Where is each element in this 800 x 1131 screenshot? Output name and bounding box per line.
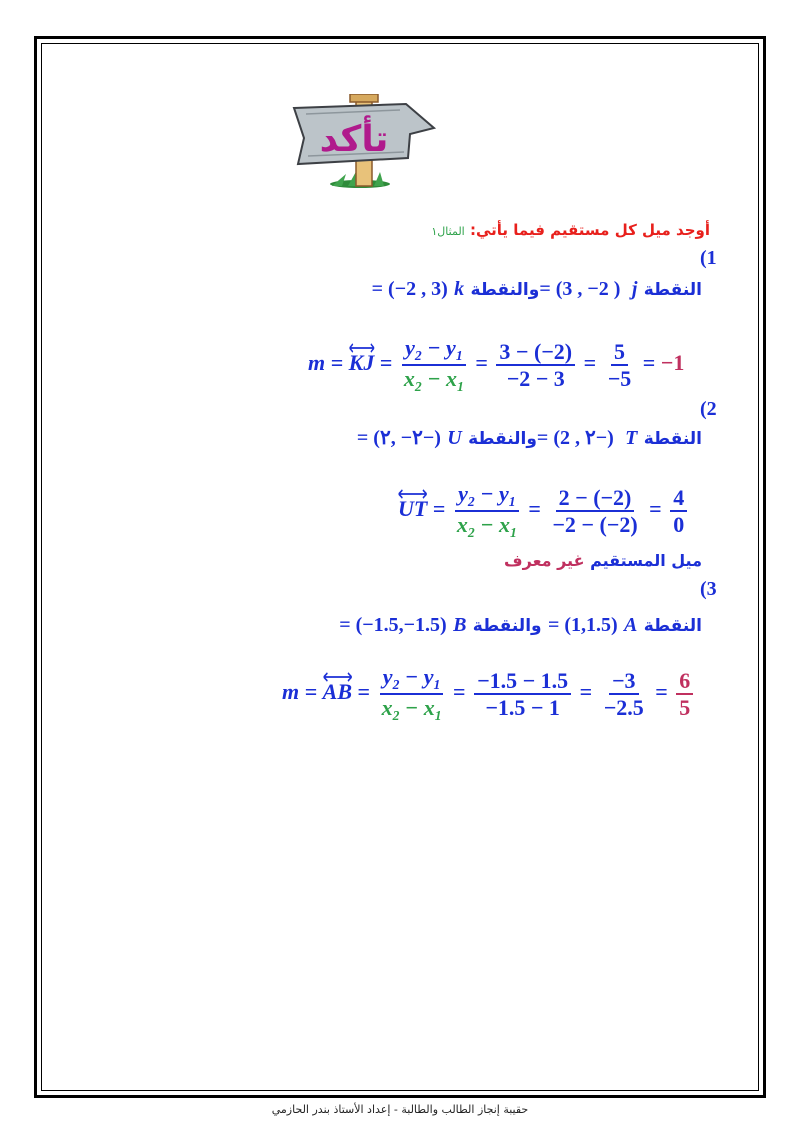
page-footer: حقيبة إنجاز الطالب والطالبة - إعداد الأستاذ بندر الحازمي (271, 1103, 529, 1116)
substituted-denominator: −2 − (−2) (552, 512, 638, 538)
slope-formula-denominator: $x_2 - x_1$ (381, 695, 442, 723)
problem-1-solution (308, 336, 684, 394)
point-k-coords: = (−2 , 3) (371, 278, 448, 300)
slope-formula-denominator: $x_2 - x_1$ (456, 512, 517, 540)
simplified-fraction (605, 340, 635, 390)
point-u-name: U (447, 427, 462, 449)
and-point-word: والنقطة (472, 616, 542, 636)
simplified-fraction (601, 669, 647, 719)
point-word: النقطة (643, 429, 702, 449)
result-numerator: 6 (676, 669, 693, 695)
substituted-fraction (549, 486, 640, 536)
substituted-numerator: 2 − (−2) (556, 486, 635, 512)
example-ref: المثال١ (431, 225, 465, 238)
slope-formula (401, 336, 467, 394)
line-kj: KJ (349, 350, 375, 376)
equals-sign: = (475, 350, 488, 376)
line-arrow-icon (349, 343, 375, 352)
problem-1-statement (372, 276, 702, 301)
post-top (350, 94, 378, 102)
and-point-word: والنقطة (470, 280, 540, 300)
equals-sign: = (642, 350, 656, 376)
substituted-numerator: −1.5 − 1.5 (474, 669, 571, 695)
point-word: النقطة (643, 616, 702, 636)
problem-2-solution (398, 482, 690, 540)
problem-2-statement (357, 425, 702, 450)
equals-sign: = (649, 496, 662, 522)
result-numerator: 4 (670, 486, 687, 512)
sign-label: تأكد (319, 119, 389, 160)
equals-sign: = (579, 679, 593, 705)
problem-3-statement (339, 612, 702, 637)
problem-3-solution (282, 665, 696, 723)
substituted-fraction (496, 340, 575, 390)
slope-formula-denominator: $x_2 - x_1$ (403, 366, 464, 394)
point-b-name: B (453, 614, 467, 636)
equals-sign: = (453, 679, 466, 705)
slope-result: −1 (660, 350, 685, 376)
point-a-name: A (624, 614, 638, 636)
line-ab: AB (323, 679, 352, 705)
slope-m-label: m = (282, 679, 318, 705)
line-arrow-icon (398, 489, 427, 498)
slope-m-label: m = (308, 350, 344, 376)
instruction (431, 221, 710, 239)
point-word: النقطة (643, 280, 702, 300)
conclusion-text: ميل المستقيم (590, 551, 702, 570)
slope-formula-numerator: $y_2 - y_1$ (455, 482, 519, 512)
instruction-text: أوجد ميل كل مستقيم فيما يأتي: (469, 221, 710, 239)
simplified-denominator: −2.5 (603, 695, 644, 721)
equals-sign: = (583, 350, 597, 376)
slope-formula (379, 665, 445, 723)
simplified-numerator: 5 (611, 340, 628, 366)
line-ut: UT (398, 496, 427, 522)
problem-3-number: (3 (700, 578, 717, 600)
and-point-word: والنقطة (468, 429, 537, 449)
substituted-denominator: −1.5 − 1 (485, 695, 560, 721)
point-t-name: T (625, 427, 638, 449)
sign-graphic (288, 94, 436, 190)
slope-formula-numerator: $y_2 - y_1$ (380, 665, 444, 695)
point-b-coords: = (−1.5,−1.5) (339, 614, 447, 636)
substituted-numerator: 3 − (−2) (496, 340, 575, 366)
slope-formula-numerator: $y_2 - y_1$ (402, 336, 466, 366)
point-k-name: k (454, 278, 465, 300)
problem-2-number: (2 (700, 398, 717, 420)
problem-2-conclusion (504, 551, 702, 570)
line-arrow-icon (323, 672, 352, 681)
point-j-name: j (631, 278, 638, 300)
equals-sign: = (655, 679, 668, 705)
equals-sign: = (357, 679, 371, 705)
point-a-coords: = (1,1.5) (547, 614, 618, 636)
point-j-coords: = (3 , −2 ) (539, 278, 626, 300)
result-fraction (670, 486, 687, 536)
equals-sign: = (379, 350, 393, 376)
slope-formula (454, 482, 520, 540)
substituted-fraction (474, 669, 571, 719)
result-fraction (676, 669, 693, 719)
problem-1-number: (1 (700, 247, 717, 269)
equals-sign: = (528, 496, 541, 522)
equals-sign: = (432, 496, 446, 522)
substituted-denominator: −2 − 3 (506, 366, 565, 392)
simplified-numerator: −3 (609, 669, 639, 695)
result-denominator: 0 (673, 512, 685, 538)
conclusion-value: غير معرف (504, 551, 585, 570)
point-t-coords: = (2 , ٢−) (536, 427, 619, 449)
simplified-denominator: −5 (607, 366, 632, 392)
point-u-coords: = (٢− ,٢−) (356, 427, 441, 449)
result-denominator: 5 (679, 695, 691, 721)
